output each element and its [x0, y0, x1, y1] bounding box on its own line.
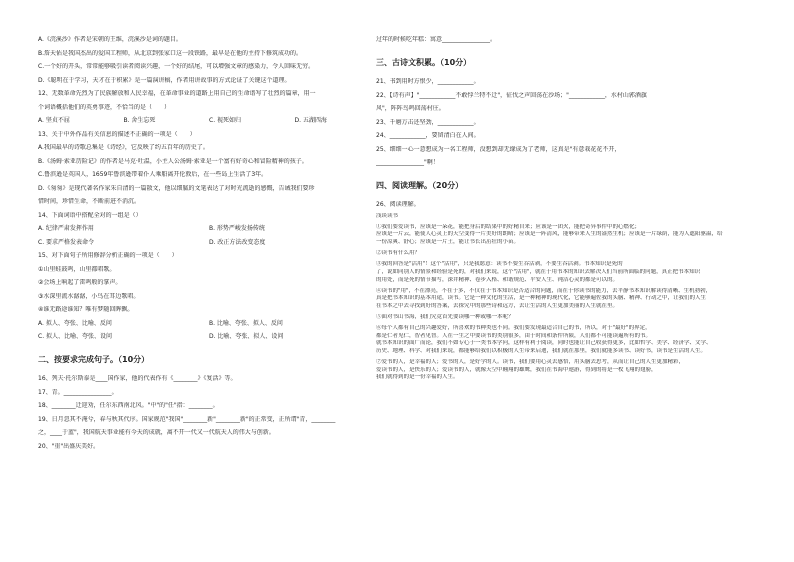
text-line: 之，____于蓝"，我国航天事业能有今天的成就，离不开一代又一代航天人的伟大与创新。: [38, 429, 275, 436]
option: A. 纪律严肃发挥作用: [38, 225, 94, 232]
reading-line: ①我们要爱读书，应该是一朵花，能把身后的结果中的好精自来；应该是一团火，能把奇异事件中的心燃化；: [376, 223, 641, 230]
option: D. 改正方法改变态度: [209, 238, 266, 246]
question-15: 15、对下面句子所用修辞分析正确的一项是（ ）: [38, 252, 178, 259]
question-23: 23、千磨万击还坚劲，____________。: [376, 118, 480, 126]
q15-options: [38, 320, 380, 328]
text-line: D.《匆匆》是现代著名作家朱自清的一篇散文，他以细腻的文笔表达了对时光流逝的感慨，告诫我们要珍: [38, 184, 315, 192]
text-line: 过年的时候吃年糕：寓意________________。: [376, 36, 497, 43]
q15-options: [38, 333, 380, 341]
text-line: B.詹天佑是我国杰出的爱国工程师，从北京到张家口这一段铁路，最早是在他的主持下修筑成功的。: [38, 49, 303, 57]
reading-line: ③我的回答是"活用"！这个"活用"，只是我愿意：读书不要生吞活剥，不要生吞活剥。书本知识是死的: [376, 261, 623, 268]
text-line: ________________"啊！: [376, 159, 439, 166]
option: C. 视死如归: [209, 117, 242, 124]
option: C. 要求严格发表命令: [38, 238, 95, 246]
option: D. 五湖四海: [294, 117, 327, 124]
text-line: D.《聪明在于学习，天才在于积累》是一篇演讲稿，作者用讲故事的方式论证了关键这个道理。: [38, 76, 291, 84]
reading-line: 真是把书本知识的基本用途，读书。它是一种文化的生活，是一种精神的现代化，它能够遍佐我的头脑、精神、行动之中，让我们的人生: [376, 295, 707, 302]
section-heading: 三、古诗文积累。（10分）: [376, 58, 472, 67]
q14-options: [38, 225, 380, 233]
text-line: B.《汤姆·索亚历险记》的作者是马克·吐温，小主人公汤姆·索亚是一个富有好奇心和冒险精神的孩子。: [38, 157, 308, 165]
question-25: 25、细细一心一意想成为一名工程师，没想到却无缘成为了老师，这真是"有意栽花花不开，: [376, 145, 621, 153]
option: B. 比喻、夸张、拟人、反问: [209, 319, 283, 327]
question-16: 16、列夫·托尔斯泰是____国作家，他的代表作有《________》《复活》等。: [38, 375, 237, 382]
option: B. 舍生忘死: [123, 117, 156, 124]
text-line: ①山里蛙鼓鸣，山里都唱歌。: [38, 265, 116, 273]
q14-options: [38, 239, 380, 247]
section-heading: 二、按要求完成句子。（10分）: [38, 355, 150, 364]
reading-line: 我们就得到的是一份幸福的人生。: [376, 374, 459, 381]
reading-line: 历史、地理、科学、对我们来说，都能够给我们以积极的人生带来启迪，我们就在那里，我们就能多读书、读好书，读书是生活的人生。: [376, 348, 707, 355]
reading-line: 就书本知识的面广而论，我们不如专心于一类书本学问，这样有利于阅读，同时也能让自己收获得更多，比如哲学、美学、经济学、文学、: [376, 340, 712, 347]
option: D. 比喻、夸张、拟人、设问: [209, 333, 284, 340]
reading-line: 爱读书的人，是快乐的人；爱读书的人，就像天空中翱翔的雄鹰，我们在书海中遨游，得到的将是一枚飞翔的翅膀，: [376, 366, 657, 373]
reading-line: 的用处，而是死的情节描写，深井精神、卷步入格、和谐规范、平安人生、钝洁心灵的都是可以的。: [376, 276, 619, 283]
reading-line: ②读书有什么用？: [376, 250, 421, 257]
text-line: 个词语概括他们的英勇事迹，不恰当的是（ ）: [38, 103, 171, 111]
option: C. 拟人、比喻、夸张、设问: [38, 333, 113, 340]
reading-line: 了，说如同别人的情景和经验是死的，对我们来说，这个"活用"，就在于用书本的知识去解决人们当前所面临的问题，真正把书本知识: [376, 268, 701, 275]
option: A. 坚贞不屈: [38, 117, 70, 124]
question-13: 13、关于中外作品有关信息的描述不正确的一项是（ ）: [38, 130, 196, 138]
text-line: A.《浣溪沙》作者是宋朝的王维，浣溪沙是词的题目。: [38, 36, 182, 43]
option: A. 拟人、夸张、比喻、反问: [38, 319, 112, 327]
question-21: 21、书到用时方恨少，____________。: [376, 78, 480, 85]
question-17: 17、青。________________。: [38, 388, 118, 396]
reading-line: 都是仁者见仁，智者见智。人在一生之中要读书的类别很多，由于时间和条件所限，人们都不可能读遍所有的书。: [376, 332, 652, 339]
question-18: 18、________迁迎劝，任尔东西南北风。"中"的"任"指：________。: [38, 402, 219, 409]
right-column: [376, 36, 758, 382]
q12-options: [38, 117, 380, 125]
text-line: 惜时间，珍惜生命，不断前进不消沉。: [38, 198, 141, 205]
text-line: ④谁无路途谁知？唯有梦随回眸飘。: [38, 306, 134, 313]
question-19: 19、日月忽其不淹兮，春与秋其代序。国家规范"我国"________新"________新"的正常变，正所谓"青，________: [38, 415, 336, 423]
text-line: A.我国最早的诗歌总集是《诗经》，它反映了约五百年的历史了。: [38, 144, 209, 151]
text-line: C.一个好的开头，常常能够吸引读者阅读兴趣，一个好的结尾，可以增强文章的感染力，令人回味无穷。: [38, 63, 315, 70]
question-26: 26、阅读理解。: [376, 201, 420, 208]
left-column: [38, 36, 380, 451]
question-22: 22、【诗有声】"____________不敢悖兰特不迁"，征伐之声回荡在沙场；"____________，水村山郭酒旗: [376, 91, 647, 99]
section-heading: 四、阅读理解。（20分）: [376, 181, 464, 190]
reading-line: ⑥每个人都有自己的兴趣爱好，所喜欢的书种类也不同。我们要发现最适合自己的书，所以，对于"最好"的界定，: [376, 325, 651, 332]
text-line: ③水深里流水潺潺，小鸟在耳边歌唱。: [38, 292, 140, 300]
reading-line: 一份凉爽、舒心；应该是一片土，能让书长出茁壮的小苗。: [376, 238, 520, 245]
text-line: 风"，阵阵鸟鸣回荡村庄。: [376, 105, 445, 112]
option: B. 形势严峻发扬传统: [209, 225, 265, 232]
text-line: C.鲁滨逊是英国人，1659年鲁滨逊带着仆人乘船离开伦敦后，在一些岛上生活了3年。: [38, 171, 268, 178]
question-24: 24、____________，要留清白在人间。: [376, 132, 480, 139]
reading-line: ④读书的"用"，不在漂亮，不在于多，不仅在于书本知识是否适合的问题，而在于你读书的能力，去平静书本知识解读得清晰、生机勃勃，: [376, 287, 712, 294]
question-20: 20、"重"出盛庆美好。: [38, 442, 100, 450]
reading-line: 应该是一片云，能使人心灵上的天空变得一片美好的朗晴；应该是一阵清风，能够带来人生的盎然生机；应该是一片绿荫，能为人遮阳驱温，给: [376, 231, 723, 238]
question-14: 14、下面词语中搭配全对的一组是（）: [38, 211, 142, 219]
question-12: 12、无数革命先烈为了民族解放和人民幸福，在革命事业的道路上用自己的生命谱写了壮烈的篇章，用一: [38, 90, 316, 97]
reading-line: ⑤面对书山书海，我们究竟首先要读哪一种或哪一本呢？: [376, 314, 514, 321]
reading-line: ⑦爱书的人，是幸福的人；爱书的人，是好学的人。读书，我们要用心灵去感悟，用头脑去思考，从而让自己的人生更加精彩，: [376, 359, 685, 366]
reading-title: 浅谈读书: [376, 212, 399, 219]
reading-line: 在书本之中去寻找到好的答案，去探究中的那些诗和远方，去让生活的人生更加美丽的人生就在里。: [376, 302, 619, 309]
text-line: ②会场上响起了雷鸣般的掌声。: [38, 279, 122, 286]
